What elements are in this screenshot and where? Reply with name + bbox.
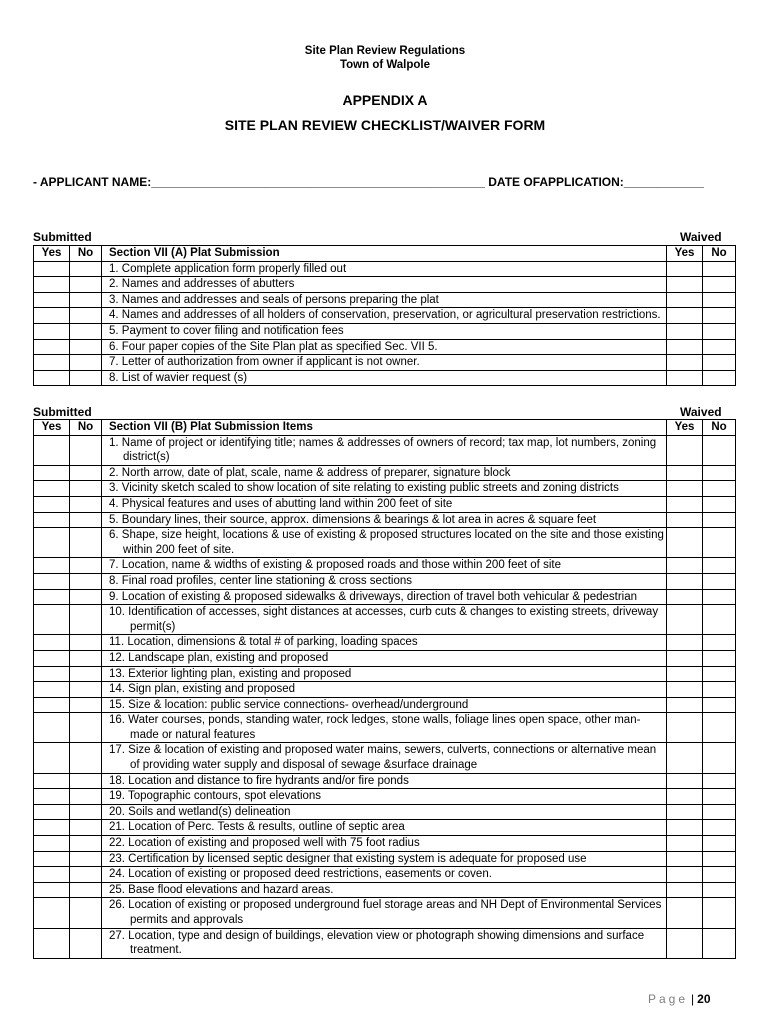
checklist-item [102,512,667,528]
checklist-item [102,355,667,371]
submitted-label-a: Submitted [33,230,92,244]
submitted-no-checkbox[interactable] [70,898,102,928]
checklist-item [102,820,667,836]
waived-yes-checkbox[interactable] [667,867,703,883]
checklist-item-text: 8. List of wavier request (s) [109,371,248,384]
waived-no-checkbox[interactable] [703,867,736,883]
submitted-no-checkbox[interactable] [70,465,102,481]
submitted-yes-header: Yes [34,420,70,436]
submitted-yes-checkbox[interactable] [34,355,70,371]
town-name: Town of Walpole [339,59,431,71]
checklist-item-text: 7. Letter of authorization from owner if applicant is not owner. [109,356,420,369]
checklist-row [34,308,736,324]
waived-yes-checkbox[interactable] [667,882,703,898]
checklist-row [34,743,736,773]
waived-no-checkbox[interactable] [703,496,736,512]
checklist-row [34,323,736,339]
submitted-yes-checkbox[interactable] [34,481,70,497]
checklist-item-text: 23. Certification by licensed septic designer that existing system is adequate for proposed use [109,852,587,865]
checklist-item-text: 2. Names and addresses of abutters [109,278,295,291]
submitted-label-b: Submitted [33,405,92,419]
waived-yes-checkbox[interactable] [667,573,703,589]
waived-yes-checkbox[interactable] [667,635,703,651]
submitted-no-checkbox[interactable] [70,605,102,635]
checklist-item-text: 5. Payment to cover filing and notification fees [109,324,344,337]
waived-no-checkbox[interactable] [703,898,736,928]
submitted-no-checkbox[interactable] [70,804,102,820]
checklist-item-text: 24. Location of existing or proposed deed restrictions, easements or coven. [109,868,492,881]
submitted-no-checkbox[interactable] [70,789,102,805]
checklist-item [102,261,667,277]
checklist-item-text: 6. Four paper copies of the Site Plan plat as specified Sec. VII 5. [109,340,438,353]
waived-yes-checkbox[interactable] [667,323,703,339]
submitted-no-checkbox[interactable] [70,573,102,589]
submitted-no-checkbox[interactable] [70,370,102,386]
waived-yes-checkbox[interactable] [667,435,703,465]
checklist-row [34,882,736,898]
waived-yes-checkbox[interactable] [667,789,703,805]
waived-no-checkbox[interactable] [703,682,736,698]
submitted-yes-checkbox[interactable] [34,851,70,867]
submitted-no-checkbox[interactable] [70,836,102,852]
waived-no-checkbox[interactable] [703,789,736,805]
checklist-item [102,867,667,883]
checklist-item [102,635,667,651]
submitted-yes-checkbox[interactable] [34,277,70,293]
checklist-item-text: 18. Location and distance to fire hydrants and/or fire ponds [109,774,409,787]
submitted-yes-checkbox[interactable] [34,867,70,883]
checklist-row [34,435,736,465]
waived-no-checkbox[interactable] [703,650,736,666]
submitted-no-checkbox[interactable] [70,666,102,682]
submitted-no-checkbox[interactable] [70,496,102,512]
page-word: Page [648,992,689,1006]
checklist-row [34,820,736,836]
submitted-yes-checkbox[interactable] [34,261,70,277]
checklist-row [34,355,736,371]
waived-yes-checkbox[interactable] [667,308,703,324]
applicant-line [33,175,704,189]
waived-yes-checkbox[interactable] [667,928,703,958]
submitted-no-checkbox[interactable] [70,355,102,371]
waived-no-checkbox[interactable] [703,713,736,743]
checklist-row [34,512,736,528]
submitted-yes-checkbox[interactable] [34,898,70,928]
waived-yes-checkbox[interactable] [667,528,703,558]
checklist-row [34,928,736,958]
waived-yes-checkbox[interactable] [667,465,703,481]
checklist-item-text: 25. Base flood elevations and hazard areas. [109,883,334,896]
waived-yes-checkbox[interactable] [667,898,703,928]
submitted-no-checkbox[interactable] [70,261,102,277]
checklist-item [102,589,667,605]
submitted-no-checkbox[interactable] [70,323,102,339]
submitted-yes-checkbox[interactable] [34,682,70,698]
submitted-no-header: No [70,246,102,262]
waived-yes-checkbox[interactable] [667,682,703,698]
checklist-item [102,851,667,867]
checklist-item-text: 6. Shape, size height, locations & use of existing & proposed structures located on the site and those existing within 200 feet of site. [109,529,664,556]
submitted-yes-checkbox[interactable] [34,635,70,651]
checklist-table-section-b [33,419,736,959]
checklist-item [102,666,667,682]
submitted-yes-checkbox[interactable] [34,605,70,635]
checklist-item [102,496,667,512]
checklist-item [102,713,667,743]
waived-no-checkbox[interactable] [703,435,736,465]
waived-yes-checkbox[interactable] [667,496,703,512]
checklist-row [34,496,736,512]
checklist-row [34,558,736,574]
page-separator: | [691,992,695,1006]
waived-no-checkbox[interactable] [703,528,736,558]
submitted-yes-checkbox[interactable] [34,713,70,743]
submitted-yes-checkbox[interactable] [34,697,70,713]
checklist-item-text: 26. Location of existing or proposed underground fuel storage areas and NH Dept of Environmental Services permits and approvals [109,899,662,926]
submitted-yes-checkbox[interactable] [34,558,70,574]
table-header-row [34,420,736,436]
checklist-row [34,605,736,635]
submitted-no-checkbox[interactable] [70,882,102,898]
submitted-no-header: No [70,420,102,436]
checklist-row [34,650,736,666]
waived-no-checkbox[interactable] [703,308,736,324]
checklist-row [34,277,736,293]
waived-yes-checkbox[interactable] [667,773,703,789]
waived-yes-checkbox[interactable] [667,292,703,308]
checklist-row [34,851,736,867]
checklist-row [34,481,736,497]
submitted-yes-checkbox[interactable] [34,928,70,958]
checklist-row [34,682,736,698]
form-title: SITE PLAN REVIEW CHECKLIST/WAIVER FORM [224,117,546,133]
submitted-no-checkbox[interactable] [70,743,102,773]
submitted-no-checkbox[interactable] [70,589,102,605]
submitted-yes-checkbox[interactable] [34,820,70,836]
checklist-item [102,481,667,497]
submitted-yes-checkbox[interactable] [34,512,70,528]
checklist-item [102,882,667,898]
submitted-yes-checkbox[interactable] [34,882,70,898]
table-header-row [34,246,736,262]
checklist-item [102,277,667,293]
submitted-yes-checkbox[interactable] [34,435,70,465]
checklist-row [34,789,736,805]
applicant-name-field[interactable]: __________________________________________________ [151,175,485,189]
checklist-row [34,697,736,713]
submitted-no-checkbox[interactable] [70,277,102,293]
waived-no-checkbox[interactable] [703,465,736,481]
checklist-item-text: 3. Vicinity sketch scaled to show location of site relating to existing public streets and zoning districts [109,482,619,495]
submitted-no-checkbox[interactable] [70,481,102,497]
checklist-item [102,573,667,589]
applicant-name-label: APPLICANT NAME: [39,175,152,189]
checklist-item-text: 11. Location, dimensions & total # of parking, loading spaces [109,636,418,649]
checklist-item [102,339,667,355]
checklist-item-text: 1. Complete application form properly filled out [109,262,347,275]
waived-yes-header: Yes [667,420,703,436]
submitted-yes-checkbox[interactable] [34,650,70,666]
application-date-label: DATE OFAPPLICATION: [484,175,624,189]
checklist-row [34,465,736,481]
submitted-yes-checkbox[interactable] [34,339,70,355]
checklist-item-text: 1. Name of project or identifying title; names & addresses of owners of record; tax map, lot numbers, zoning district(s) [109,436,657,464]
waived-no-checkbox[interactable] [703,323,736,339]
submitted-no-checkbox[interactable] [70,308,102,324]
checklist-item [102,323,667,339]
checklist-item [102,743,667,773]
submitted-no-checkbox[interactable] [70,635,102,651]
checklist-item [102,528,667,558]
waived-yes-checkbox[interactable] [667,697,703,713]
page-number: 20 [697,992,711,1006]
checklist-row [34,292,736,308]
waived-yes-checkbox[interactable] [667,370,703,386]
checklist-item [102,773,667,789]
waived-no-checkbox[interactable] [703,370,736,386]
checklist-item [102,558,667,574]
checklist-row [34,528,736,558]
checklist-item-text: 10. Identification of accesses, sight distances at accesses, curb cuts & changes to existing streets, driveway permit(s) [109,606,659,633]
submitted-yes-checkbox[interactable] [34,370,70,386]
checklist-row [34,898,736,928]
waived-no-checkbox[interactable] [703,851,736,867]
submitted-yes-checkbox[interactable] [34,804,70,820]
checklist-row [34,261,736,277]
checklist-item [102,804,667,820]
submitted-no-checkbox[interactable] [70,339,102,355]
checklist-row [34,573,736,589]
submitted-yes-checkbox[interactable] [34,836,70,852]
waived-label-a: Waived [680,230,722,244]
section-title: Section VII (A) Plat Submission [102,246,667,262]
waived-no-checkbox[interactable] [703,635,736,651]
waived-yes-checkbox[interactable] [667,851,703,867]
checklist-item-text: 17. Size & location of existing and proposed water mains, sewers, culverts, connections or alternative mean of providing water supply and disposal of sewage &surface drainage [109,744,657,772]
checklist-item [102,370,667,386]
waived-yes-checkbox[interactable] [667,512,703,528]
application-date-field[interactable]: ____________ [623,175,704,189]
checklist-item [102,789,667,805]
waived-yes-checkbox[interactable] [667,558,703,574]
document-header [0,44,770,72]
checklist-item-text: 16. Water courses, ponds, standing water, rock ledges, stone walls, foliage lines open space, other man-made or natural features [109,714,641,741]
waived-yes-checkbox[interactable] [667,713,703,743]
waived-no-checkbox[interactable] [703,605,736,635]
submitted-no-checkbox[interactable] [70,773,102,789]
checklist-item-text: 4. Names and addresses of all holders of conservation, preservation, or agricultural preservation restrictions. [109,309,661,322]
waived-no-checkbox[interactable] [703,292,736,308]
checklist-row [34,635,736,651]
submitted-no-checkbox[interactable] [70,867,102,883]
waived-no-checkbox[interactable] [703,928,736,958]
submitted-yes-checkbox[interactable] [34,789,70,805]
submitted-no-checkbox[interactable] [70,558,102,574]
checklist-item-text: 20. Soils and wetland(s) delineation [109,805,291,818]
waived-yes-checkbox[interactable] [667,589,703,605]
submitted-no-checkbox[interactable] [70,820,102,836]
appendix-title: APPENDIX A [342,92,428,108]
waived-no-checkbox[interactable] [703,512,736,528]
checklist-item-text: 13. Exterior lighting plan, existing and proposed [109,667,352,680]
submitted-no-checkbox[interactable] [70,528,102,558]
checklist-item-text: 22. Location of existing and proposed well with 75 foot radius [109,837,420,850]
waived-no-checkbox[interactable] [703,589,736,605]
checklist-item [102,308,667,324]
submitted-no-checkbox[interactable] [70,650,102,666]
checklist-item [102,650,667,666]
submitted-yes-checkbox[interactable] [34,292,70,308]
waived-yes-checkbox[interactable] [667,650,703,666]
submitted-no-checkbox[interactable] [70,435,102,465]
applicant-prefix: - [33,175,40,189]
submitted-no-checkbox[interactable] [70,682,102,698]
submitted-no-checkbox[interactable] [70,851,102,867]
checklist-item-text: 15. Size & location: public service connections- overhead/underground [109,698,469,711]
waived-no-checkbox[interactable] [703,261,736,277]
waived-no-header: No [703,420,736,436]
checklist-item-text: 8. Final road profiles, center line stationing & cross sections [109,574,412,587]
waived-no-checkbox[interactable] [703,481,736,497]
checklist-item [102,898,667,928]
checklist-item-text: 5. Boundary lines, their source, approx. dimensions & bearings & lot area in acres & square feet [109,513,597,526]
checklist-item [102,435,667,465]
submitted-no-checkbox[interactable] [70,292,102,308]
waived-no-checkbox[interactable] [703,773,736,789]
checklist-item-text: 3. Names and addresses and seals of persons preparing the plat [109,293,439,306]
waived-no-checkbox[interactable] [703,558,736,574]
submitted-yes-header: Yes [34,246,70,262]
waived-yes-checkbox[interactable] [667,743,703,773]
checklist-item-text: 21. Location of Perc. Tests & results, outline of septic area [109,821,405,834]
waived-yes-checkbox[interactable] [667,339,703,355]
waived-yes-checkbox[interactable] [667,355,703,371]
waived-no-checkbox[interactable] [703,339,736,355]
submitted-yes-checkbox[interactable] [34,589,70,605]
submitted-no-checkbox[interactable] [70,697,102,713]
submitted-yes-checkbox[interactable] [34,743,70,773]
checklist-item-text: 2. North arrow, date of plat, scale, name & address of preparer, signature block [109,466,511,479]
waived-no-checkbox[interactable] [703,882,736,898]
waived-no-checkbox[interactable] [703,836,736,852]
checklist-item [102,928,667,958]
submitted-yes-checkbox[interactable] [34,465,70,481]
checklist-item-text: 19. Topographic contours, spot elevations [109,790,322,803]
checklist-row [34,339,736,355]
checklist-row [34,666,736,682]
waived-no-checkbox[interactable] [703,743,736,773]
checklist-row [34,713,736,743]
checklist-item [102,682,667,698]
checklist-item-text: 9. Location of existing & proposed sidewalks & driveways, direction of travel both vehicular & pedestrian [109,590,638,603]
submitted-yes-checkbox[interactable] [34,496,70,512]
waived-yes-checkbox[interactable] [667,836,703,852]
waived-yes-checkbox[interactable] [667,804,703,820]
submitted-yes-checkbox[interactable] [34,573,70,589]
checklist-row [34,589,736,605]
waived-yes-checkbox[interactable] [667,261,703,277]
waived-yes-checkbox[interactable] [667,820,703,836]
submitted-yes-checkbox[interactable] [34,308,70,324]
waived-no-checkbox[interactable] [703,573,736,589]
checklist-item-text: 27. Location, type and design of buildings, elevation view or photograph showing dimensions and surface treatment. [109,929,645,957]
checklist-row [34,867,736,883]
waived-yes-header: Yes [667,246,703,262]
checklist-item-text: 12. Landscape plan, existing and proposed [109,651,329,664]
waived-yes-checkbox[interactable] [667,605,703,635]
waived-label-b: Waived [680,405,722,419]
waived-yes-checkbox[interactable] [667,277,703,293]
checklist-item-text: 4. Physical features and uses of abutting land within 200 feet of site [109,497,453,510]
checklist-row [34,370,736,386]
submitted-no-checkbox[interactable] [70,928,102,958]
waived-no-checkbox[interactable] [703,697,736,713]
checklist-item [102,836,667,852]
waived-no-header: No [703,246,736,262]
submitted-no-checkbox[interactable] [70,512,102,528]
submitted-yes-checkbox[interactable] [34,528,70,558]
submitted-yes-checkbox[interactable] [34,323,70,339]
checklist-item [102,697,667,713]
regulations-title: Site Plan Review Regulations [304,45,466,57]
checklist-table-section-a [33,245,736,386]
submitted-no-checkbox[interactable] [70,713,102,743]
section-title: Section VII (B) Plat Submission Items [102,420,667,436]
page-footer [648,992,711,1006]
checklist-row [34,836,736,852]
waived-yes-checkbox[interactable] [667,666,703,682]
waived-yes-checkbox[interactable] [667,481,703,497]
waived-no-checkbox[interactable] [703,820,736,836]
checklist-row [34,804,736,820]
waived-no-checkbox[interactable] [703,804,736,820]
checklist-item [102,292,667,308]
checklist-item-text: 14. Sign plan, existing and proposed [109,683,296,696]
waived-no-checkbox[interactable] [703,277,736,293]
waived-no-checkbox[interactable] [703,666,736,682]
checklist-item [102,605,667,635]
checklist-item-text: 7. Location, name & widths of existing & proposed roads and those within 200 feet of site [109,559,561,572]
checklist-item [102,465,667,481]
waived-no-checkbox[interactable] [703,355,736,371]
checklist-row [34,773,736,789]
submitted-yes-checkbox[interactable] [34,666,70,682]
submitted-yes-checkbox[interactable] [34,773,70,789]
